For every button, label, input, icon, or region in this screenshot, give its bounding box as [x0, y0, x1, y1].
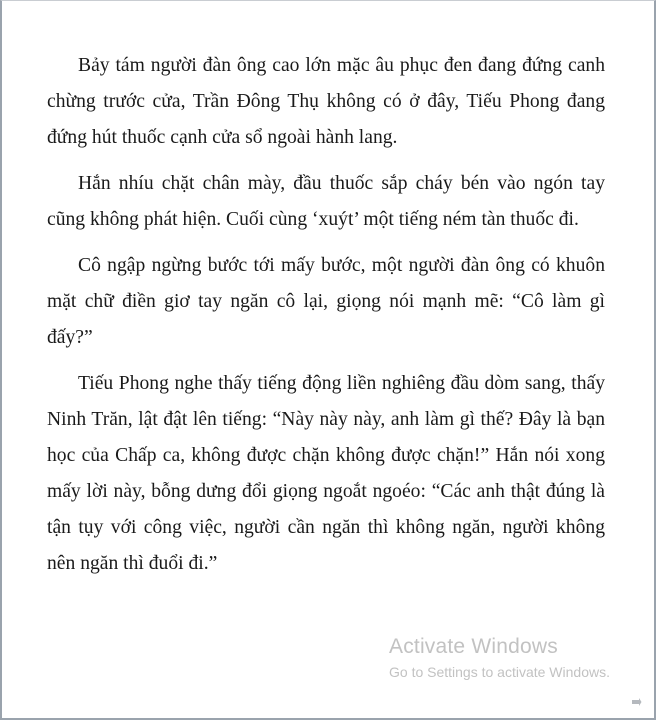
document-page: [47, 48, 605, 592]
activate-windows-watermark: [389, 633, 610, 683]
paragraph-3: Cô ngập ngừng bước tới mấy bước, một người đàn ông có khuôn mặt chữ điền giơ tay ngăn cô lại, giọng nói mạnh mẽ: “Cô làm gì đấy?”: [47, 255, 605, 348]
watermark-subtitle: Go to Settings to activate Windows.: [389, 664, 610, 680]
watermark-title: Activate Windows: [389, 635, 558, 658]
paragraph-1: Bảy tám người đàn ông cao lớn mặc âu phục đen đang đứng canh chừng trước cửa, Trần Đông Thụ không có ở đây, Tiếu Phong đang đứng hút thuốc cạnh cửa sổ ngoài hành lang.: [47, 55, 605, 148]
paragraph-2: Hắn nhíu chặt chân mày, đầu thuốc sắp cháy bén vào ngón tay cũng không phát hiện. Cuối cùng ‘xuýt’ một tiếng ném tàn thuốc đi.: [47, 173, 605, 230]
resize-grip-icon[interactable]: [630, 697, 642, 709]
paragraph-4: Tiếu Phong nghe thấy tiếng động liền nghiêng đầu dòm sang, thấy Ninh Trăn, lật đật lên tiếng: “Này này này, anh làm gì thế? Đây là bạn học của Chấp ca, không được chặn không được chặn!” Hắn nói xong mấy lời này, bỗng dưng đổi giọng ngoắt ngoéo: “Các anh thật đúng là tận tụy với công việc, người cần ngăn thì không ngăn, người không nên ngăn thì đuổi đi.”: [47, 373, 605, 574]
